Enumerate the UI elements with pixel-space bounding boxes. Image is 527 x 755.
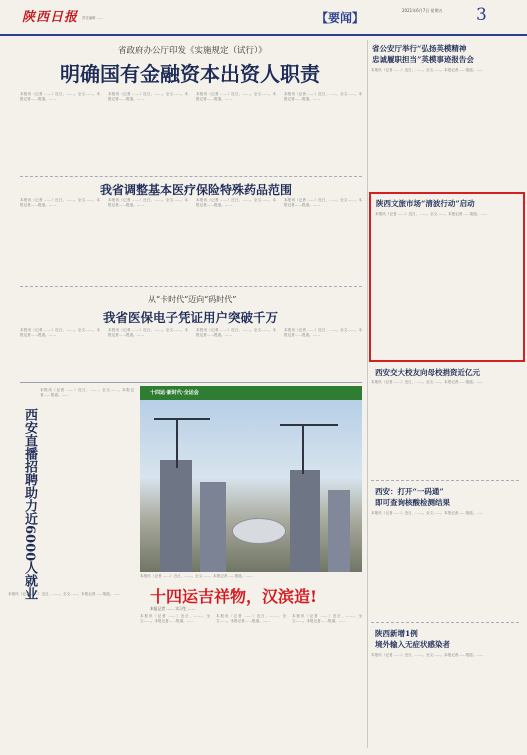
- r1-headline-line2: 忠诚履职担当”英模事迹报告会: [372, 55, 474, 64]
- separator: [20, 382, 362, 383]
- a5-body: 本报讯（记者 ……）近日，……。全文……。本报记者……报道。……: [140, 614, 210, 624]
- a1-body: 本报讯（记者 ……）近日，……。全文……。本报记者……报道。……: [284, 92, 362, 102]
- a3-body: 本报讯（记者 ……）近日，……。全文……。本报记者……报道。……: [108, 328, 188, 338]
- r1-body: 本报讯（记者 ……）近日，……。全文……。本报记者……报道。……: [371, 68, 484, 72]
- r4-headline-line2: 即可查询核酸检测结果: [375, 498, 450, 507]
- a1-body: 本报讯（记者 ……）近日，……。全文……。本报记者……报道。……: [20, 92, 100, 102]
- a2-body: 本报讯（记者 ……）近日，……。全文……。本报记者……报道。……: [196, 198, 276, 208]
- r4-headline-line1: 西安：打开“一码通”: [375, 487, 444, 496]
- section-title: 【要闻】: [316, 11, 365, 25]
- a5-body: 本报讯（记者 ……）近日，……。全文……。本报记者……报道。……: [292, 614, 362, 624]
- page-number: 3: [476, 5, 487, 25]
- masthead: [0, 0, 527, 36]
- newspaper-logo: 陕西日报: [22, 10, 79, 25]
- a3-headline: 我省医保电子凭证用户突破千万: [103, 310, 279, 325]
- r5-body: 本报讯（记者 ……）近日，……。全文……。本报记者……报道。……: [371, 653, 484, 657]
- a3-body: 本报讯（记者 ……）近日，……。全文……。本报记者……报道。……: [196, 328, 276, 338]
- r3-headline: 西安交大校友向母校捐资近亿元: [375, 368, 480, 377]
- r3-body: 本报讯（记者 ……）近日，……。全文……。本报记者……报道。……: [371, 380, 484, 384]
- r5-headline-line1: 陕西新增1例: [375, 629, 418, 638]
- construction-photo: [140, 400, 362, 572]
- r4-body: 本报讯（记者 ……）近日，……。全文……。本报记者……报道。……: [371, 511, 484, 515]
- r1-headline-line1: 省公安厅举行“弘扬英模精神: [372, 44, 467, 53]
- a3-kicker: 从“卡时代”迈向“码时代”: [148, 295, 237, 304]
- separator: [20, 176, 362, 177]
- separator: [371, 480, 519, 481]
- a4-body: 本报讯（记者 ……）近日，……。全文……。本报记者……报道。……: [40, 388, 134, 398]
- photo-banner-text: 十四运·新时代·全运会: [150, 390, 199, 396]
- a2-body: 本报讯（记者 ……）近日，……。全文……。本报记者……报道。……: [108, 198, 188, 208]
- a3-body: 本报讯（记者 ……）近日，……。全文……。本报记者……报道。……: [284, 328, 362, 338]
- a3-body: 本报讯（记者 ……）近日，……。全文……。本报记者……报道。……: [20, 328, 100, 338]
- a1-kicker: 省政府办公厅印发《实施规定（试行）》: [118, 46, 267, 56]
- a2-body: 本报讯（记者 ……）近日，……。全文……。本报记者……报道。……: [20, 198, 100, 208]
- a5-byline: 本报记者 …… 实习生 ……: [150, 606, 196, 611]
- r2-headline: 陕西文旅市场“清波行动”启动: [376, 199, 475, 208]
- photo-caption: 本报讯（记者 ……）近日，……。全文……。本报记者……报道。……: [140, 574, 253, 578]
- a1-headline: 明确国有金融资本出资人职责: [60, 62, 320, 86]
- a1-body: 本报讯（记者 ……）近日，……。全文……。本报记者……报道。……: [108, 92, 188, 102]
- editor-line: 责任编辑 ……: [82, 16, 104, 20]
- a1-body: 本报讯（记者 ……）近日，……。全文……。本报记者……报道。……: [196, 92, 276, 102]
- a4-body: 本报讯（记者 ……）近日，……。全文……。本报记者……报道。……: [8, 592, 121, 596]
- a2-body: 本报讯（记者 ……）近日，……。全文……。本报记者……报道。……: [284, 198, 362, 208]
- r5-headline-line2: 境外输入无症状感染者: [375, 640, 450, 649]
- a5-body: 本报讯（记者 ……）近日，……。全文……。本报记者……报道。……: [216, 614, 286, 624]
- a5-headline: 十四运吉祥物，汉滨造!: [150, 587, 318, 606]
- separator: [20, 286, 362, 287]
- a4-headline: 西安直播招聘助力近6000人就业: [22, 408, 37, 601]
- column-divider: [367, 40, 368, 748]
- r2-body: 本报讯（记者 ……）近日，……。全文……。本报记者……报道。……: [375, 212, 488, 216]
- separator: [371, 622, 519, 623]
- dateline: 2021年6月7日 星期五: [402, 8, 443, 13]
- a2-headline: 我省调整基本医疗保险特殊药品范围: [100, 183, 293, 197]
